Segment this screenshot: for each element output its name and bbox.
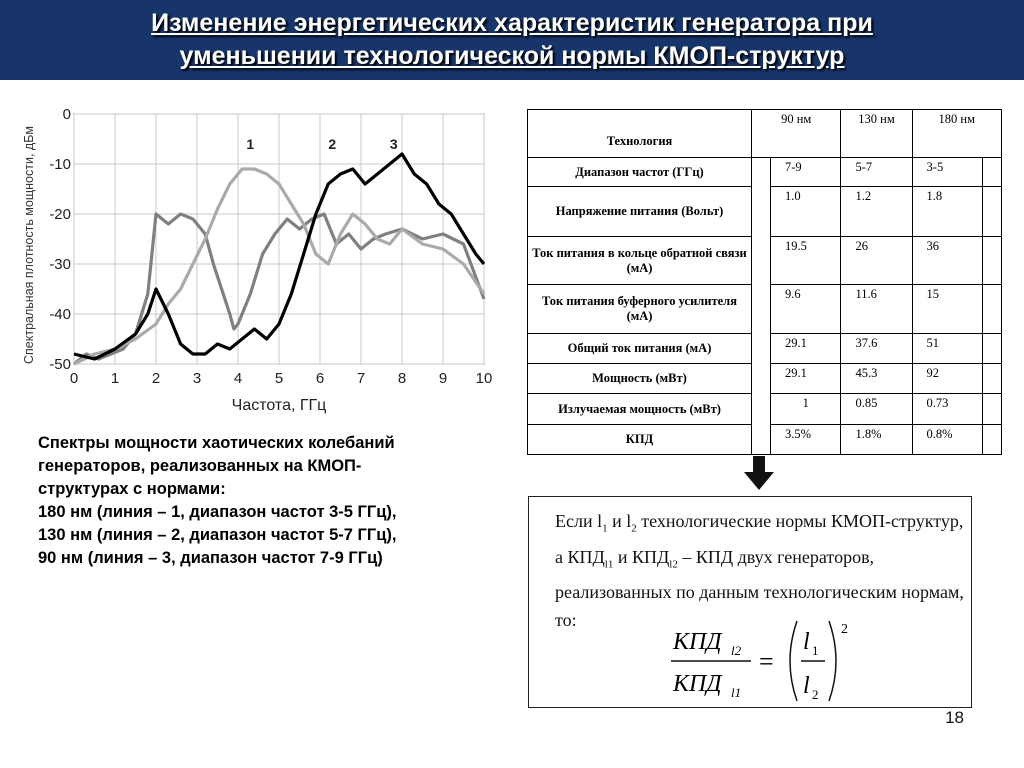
table-end-cell — [983, 333, 1002, 363]
x-tick-label: 4 — [233, 370, 243, 387]
efficiency-ratio-formula — [659, 615, 859, 703]
cell-180nm: 0.73 — [912, 394, 982, 424]
title-bar — [0, 0, 1024, 80]
row-label: Ток питания в кольце обратной связи (мА) — [528, 237, 752, 285]
table-end-cell — [983, 285, 1002, 333]
cell-130nm: 0.85 — [841, 394, 912, 424]
series-annotation: 1 — [246, 136, 255, 152]
row-label: Напряжение питания (Вольт) — [528, 186, 752, 236]
chart-caption — [38, 432, 488, 570]
cell-90nm: 3.5% — [771, 424, 841, 454]
formula-equals: = — [759, 647, 774, 676]
row-label: Ток питания буферного усилителя (мА) — [528, 285, 752, 333]
x-tick-label: 0 — [69, 370, 79, 387]
cell-180nm: 15 — [912, 285, 982, 333]
formula-exponent: 2 — [841, 622, 848, 637]
formula-subscript: 2 — [631, 522, 637, 535]
table-end-cell — [983, 364, 1002, 394]
formula-text-part: Если l — [555, 511, 603, 531]
cell-90nm: 1 — [771, 394, 841, 424]
cell-180nm: 36 — [912, 237, 982, 285]
row-label: Мощность (мВт) — [528, 364, 752, 394]
x-tick-label: 8 — [397, 370, 407, 387]
y-tick-label: 0 — [62, 106, 71, 123]
cell-180nm: 51 — [912, 333, 982, 363]
formula-numerator: КПД — [673, 629, 722, 655]
x-tick-label: 3 — [192, 370, 202, 387]
row-label: КПД — [528, 424, 752, 454]
series-annotation: 2 — [328, 136, 337, 152]
formula-text-part: и КПД — [613, 546, 670, 567]
y-tick-label: -40 — [49, 306, 71, 323]
header-technology: Технология — [528, 110, 752, 158]
cell-180nm: 1.8 — [912, 186, 982, 236]
x-tick-label: 9 — [438, 370, 448, 387]
cell-180nm: 0.8% — [912, 424, 982, 454]
cell-90nm: 29.1 — [771, 364, 841, 394]
formula-subscript: l1 — [604, 558, 614, 571]
formula-denominator-subscript: l1 — [731, 685, 742, 700]
caption-line: 180 нм (линия – 1, диапазон частот 3-5 ГГц), — [38, 503, 397, 521]
y-tick-label: -10 — [49, 156, 71, 173]
cell-130nm: 1.2 — [841, 186, 912, 236]
caption-line: Спектры мощности хаотических колебаний — [38, 434, 395, 452]
table-end-cell — [983, 394, 1002, 424]
cell-130nm: 5-7 — [841, 158, 912, 186]
caption-line: генераторов, реализованных на КМОП- — [38, 457, 362, 475]
formula-text-part: – КПД двух генераторов, реализованных по данным технологическим нормам, то: — [555, 546, 964, 631]
formula-subscript: 1 — [602, 522, 608, 535]
x-tick-label: 10 — [475, 370, 493, 387]
table-spacer-column — [752, 158, 771, 455]
cell-130nm: 45.3 — [841, 364, 912, 394]
formula-ratio-denominator: l — [803, 673, 810, 699]
formula-numerator-subscript: l2 — [731, 643, 742, 658]
row-label: Излучаемая мощность (мВт) — [528, 394, 752, 424]
formula-text-part: технологические нормы КМОП-структур, а КПД — [555, 511, 964, 567]
formula-ratio-numerator-subscript: 1 — [812, 643, 819, 658]
x-tick-label: 7 — [356, 370, 366, 387]
cell-180nm: 3-5 — [912, 158, 982, 186]
cell-90nm: 19.5 — [771, 237, 841, 285]
formula-ratio-numerator: l — [803, 629, 810, 655]
table-end-cell — [983, 186, 1002, 236]
formula-subscript: l2 — [669, 558, 678, 571]
cell-90nm: 29.1 — [771, 333, 841, 363]
table-end-cell — [983, 158, 1002, 186]
header-130nm: 130 нм — [841, 110, 912, 158]
spectrum-chart-svg — [18, 100, 498, 420]
x-axis-label: Частота, ГГц — [231, 397, 327, 414]
x-tick-label: 6 — [315, 370, 325, 387]
cell-130nm: 37.6 — [841, 333, 912, 363]
series-annotation: 3 — [389, 136, 398, 152]
row-label: Диапазон частот (ГГц) — [528, 158, 752, 186]
cell-180nm: 92 — [912, 364, 982, 394]
caption-line: 130 нм (линия – 2, диапазон частот 5-7 ГГц), — [38, 526, 397, 544]
formula-box — [528, 496, 972, 708]
formula-ratio-denominator-subscript: 2 — [812, 687, 819, 702]
x-tick-label: 2 — [151, 370, 161, 387]
title-line-1: Изменение энергетических характеристик генератора при — [151, 9, 873, 37]
left-parenthesis — [790, 621, 797, 701]
cell-130nm: 1.8% — [841, 424, 912, 454]
x-tick-label: 5 — [274, 370, 284, 387]
header-90nm: 90 нм — [752, 110, 841, 158]
technology-table — [527, 109, 1002, 455]
caption-line: структурах с нормами: — [38, 480, 226, 498]
y-tick-label: -20 — [49, 206, 71, 223]
cell-90nm: 7-9 — [771, 158, 841, 186]
spectrum-chart — [18, 100, 498, 420]
arrow-down-icon — [744, 456, 774, 490]
formula-denominator: КПД — [673, 671, 722, 697]
cell-90nm: 9.6 — [771, 285, 841, 333]
cell-130nm: 26 — [841, 237, 912, 285]
title-line-2: уменьшении технологической нормы КМОП-структур — [179, 42, 845, 70]
y-tick-label: -30 — [49, 256, 71, 273]
formula-text-part: и l — [607, 511, 632, 531]
row-label: Общий ток питания (мА) — [528, 333, 752, 363]
table-header-row — [528, 110, 1002, 158]
table-row — [528, 158, 1002, 186]
y-tick-label: -50 — [49, 356, 71, 373]
table-end-cell — [983, 237, 1002, 285]
header-180nm: 180 нм — [912, 110, 1001, 158]
cell-130nm: 11.6 — [841, 285, 912, 333]
cell-90nm: 1.0 — [771, 186, 841, 236]
page-number: 18 — [945, 708, 964, 727]
y-axis-label: Спектральная плотность мощности, дБм — [22, 126, 36, 364]
x-tick-label: 1 — [110, 370, 120, 387]
caption-line: 90 нм (линия – 3, диапазон частот 7-9 ГГц) — [38, 549, 383, 567]
right-parenthesis — [829, 621, 836, 701]
table-end-cell — [983, 424, 1002, 454]
